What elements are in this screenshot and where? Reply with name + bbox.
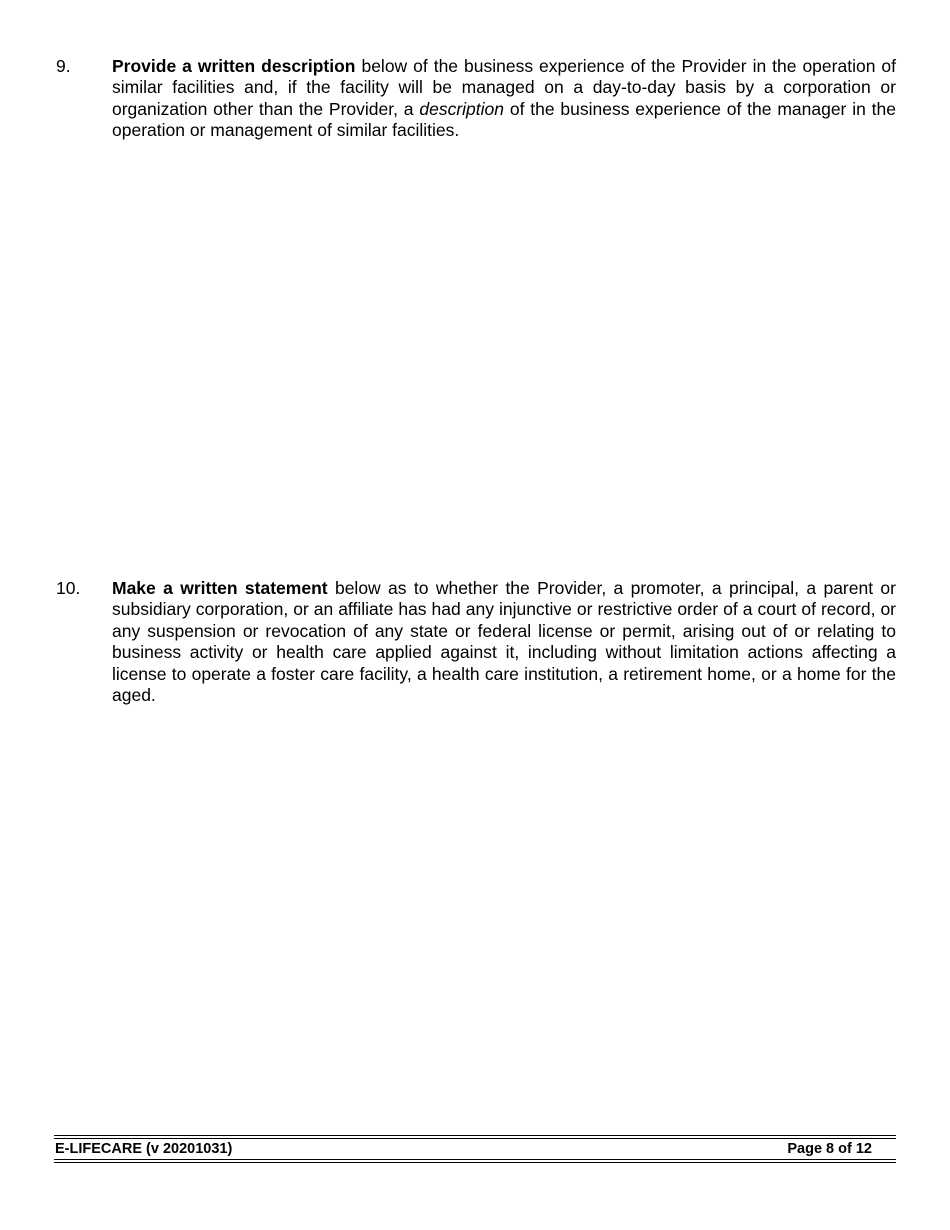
form-id: E-LIFECARE (v 20201031) [55, 1141, 233, 1157]
question-9 [56, 56, 896, 142]
question-lead: Provide a written description [112, 56, 356, 76]
question-number: 10. [56, 578, 81, 598]
question-body: below as to whether the Provider, a promoter, a principal, a parent or subsidiary corporation, or an affiliate has had any injunctive or restrictive order of a court of record, or any suspension or revocation of any state or federal license or permit, arising out of or relating to business activity or health care applied against it, including without limitation actions affecting a license to operate a foster care facility, a health care institution, a retirement home, or a home for the aged. [112, 578, 896, 706]
page-number: Page 8 of 12 [787, 1141, 872, 1157]
question-italic-term: description [419, 98, 505, 119]
question-10 [56, 578, 896, 706]
question-text [112, 578, 896, 706]
question-text [112, 56, 896, 142]
page-footer [54, 1135, 896, 1163]
footer-bottom-rule [54, 1159, 896, 1163]
footer-row [54, 1139, 896, 1159]
question-lead: Make a written statement [112, 578, 328, 598]
question-body-end: of the business experience of the manager in the operation or management of similar facilities. [112, 98, 896, 141]
question-number: 9. [56, 56, 71, 76]
question-body: below of the business experience of the Provider in the operation of similar facilities and, if the facility will be managed on a day-to-day basis by a corporation or organization other than the Provider, a [112, 56, 896, 119]
